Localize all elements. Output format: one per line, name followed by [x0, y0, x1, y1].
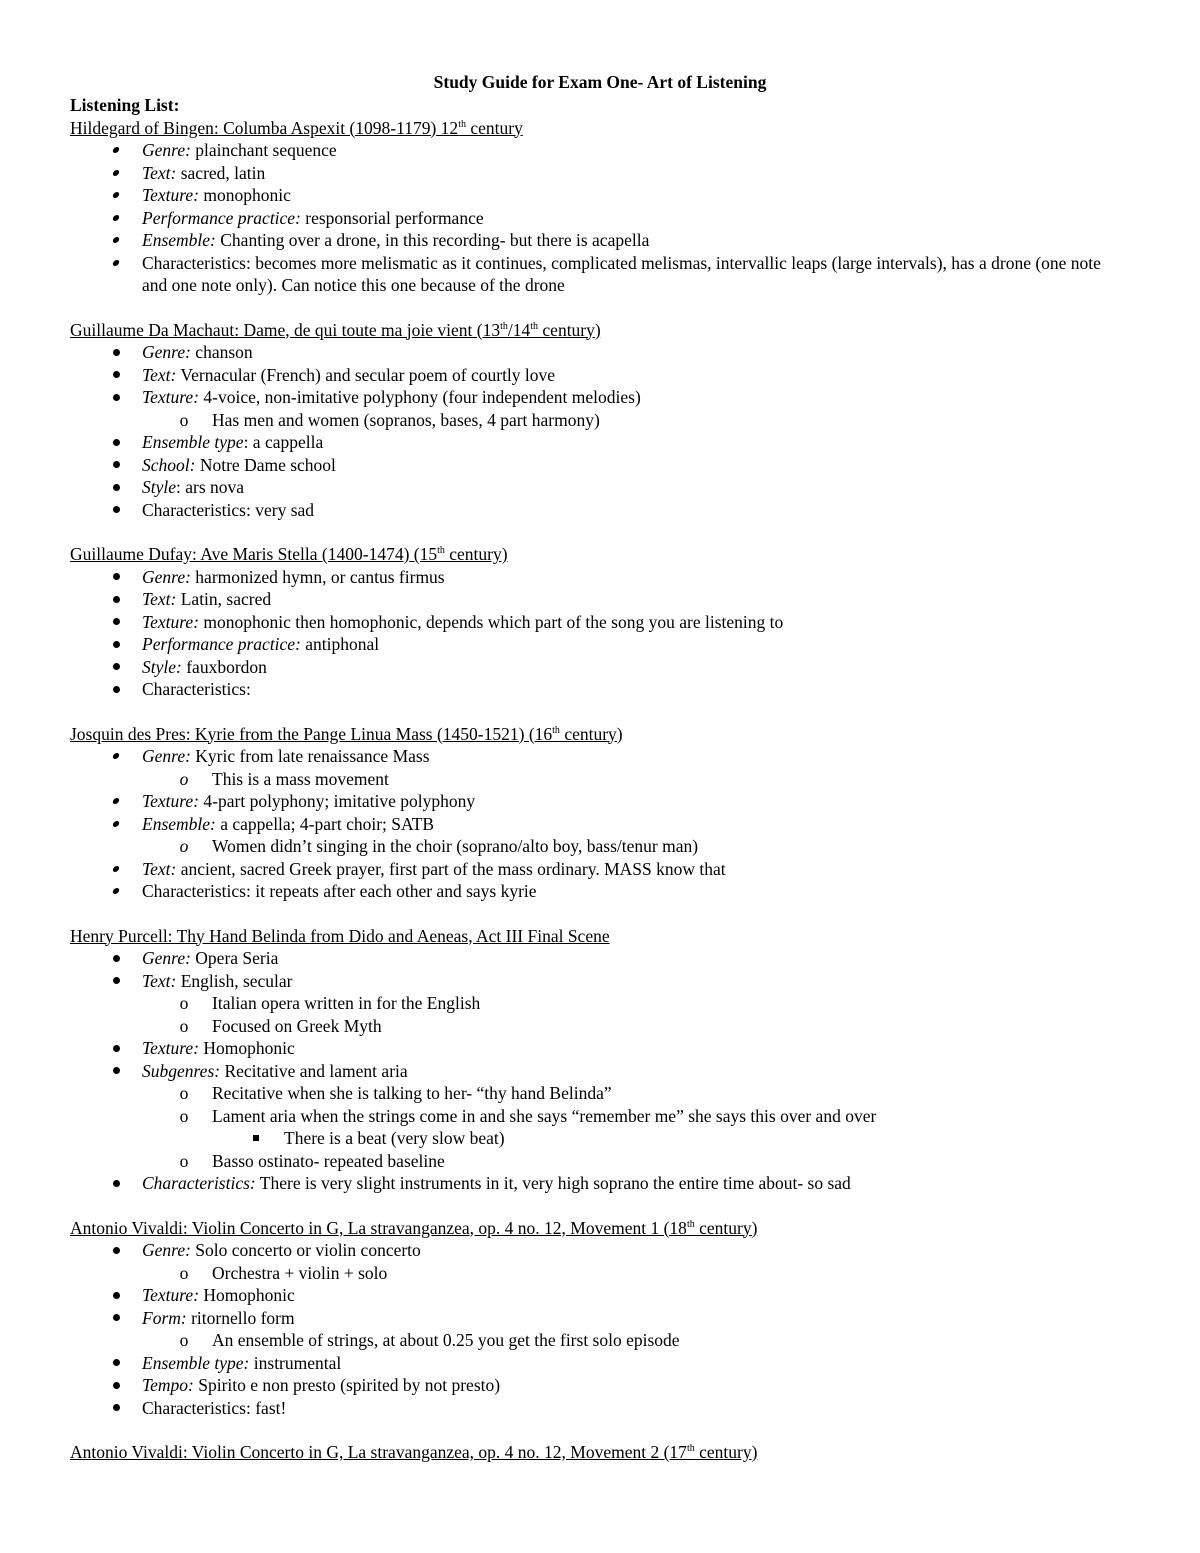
bullet-icon [106, 431, 126, 454]
list-item [70, 1150, 1130, 1173]
list-item [70, 790, 1130, 813]
item-text: Characteristics: very sad [142, 499, 315, 520]
item-label: Texture: [142, 791, 200, 811]
list-item [70, 207, 1130, 230]
list-item [70, 431, 1130, 454]
heading-part: Josquin des Pres: Kyrie from the Pange Linua Mass (1450-1521) (16 [70, 723, 553, 744]
bullet-icon [106, 880, 126, 903]
bullet-icon [106, 790, 126, 813]
document-page [70, 70, 1130, 1464]
circle-bullet-icon: o [179, 409, 189, 430]
heading-part: th [437, 545, 445, 557]
item-text: responsorial performance [300, 207, 484, 228]
item-text: An ensemble of strings, at about 0.25 you get the first solo episode [212, 1330, 680, 1350]
list-item [70, 1352, 1130, 1375]
section [70, 117, 1130, 297]
heading-part: century) [559, 723, 623, 744]
list-item [70, 835, 1130, 858]
item-label: Texture: [142, 387, 200, 407]
list-item [70, 611, 1130, 634]
bullet-icon [106, 386, 126, 409]
list-item [70, 1127, 1130, 1150]
item-label: Genre: [142, 140, 191, 160]
bullet-icon [106, 1397, 126, 1420]
item-label: Subgenres: [142, 1060, 221, 1081]
item-label: Text: [142, 589, 177, 609]
item-text: : ars nova [176, 477, 245, 497]
list-item [70, 880, 1130, 903]
item-text: Latin, sacred [176, 589, 272, 609]
item-text: ritornello form [186, 1307, 295, 1328]
bullet-icon [106, 858, 126, 881]
item-text: Vernacular (French) and secular poem of courtly love [176, 364, 556, 385]
bullet-icon [106, 1284, 126, 1307]
item-label: Style [142, 477, 177, 497]
item-label: Tempo: [142, 1375, 194, 1395]
item-text: This is a mass movement [212, 768, 389, 789]
item-label: Texture: [142, 611, 200, 632]
bullet-icon [106, 1239, 126, 1262]
item-text: There is a beat (very slow beat) [284, 1128, 505, 1148]
list-item [70, 1307, 1130, 1330]
list-item [70, 139, 1130, 162]
item-text: Characteristics: fast! [142, 1397, 287, 1418]
bullet-icon [106, 1307, 126, 1330]
item-text: instrumental [249, 1352, 342, 1373]
bullet-icon [106, 499, 126, 522]
item-text: Orchestra + violin + solo [212, 1262, 388, 1283]
bullet-icon [106, 1352, 126, 1375]
list-item [70, 1239, 1130, 1262]
item-text: ancient, sacred Greek prayer, first part of the mass ordinary. MASS know that [176, 858, 726, 879]
item-text: Chanting over a drone, in this recording- but there is acapella [215, 230, 650, 250]
section-heading [70, 1441, 1130, 1464]
item-text: Characteristics: becomes more melismatic as it continues, complicated melismas, intervallic leaps (large intervals), has a drone (one note and one note only). Can notice this one because of the drone [142, 252, 1101, 295]
bullet-list [70, 139, 1130, 297]
bullet-icon [106, 633, 126, 656]
bullet-icon [106, 139, 126, 162]
heading-part: Guillaume Dufay: Ave Maris Stella (1400-1474) (15 [70, 544, 438, 564]
list-item [70, 1015, 1130, 1038]
page-title: Study Guide for Exam One- Art of Listening [433, 72, 767, 92]
section [70, 925, 1130, 1195]
list-item [70, 1037, 1130, 1060]
bullet-list [70, 947, 1130, 1195]
item-text: : a cappella [243, 432, 324, 452]
list-item [70, 454, 1130, 477]
heading-part: century) [538, 319, 601, 340]
bullet-icon [106, 1037, 126, 1060]
heading-part: century [465, 117, 523, 138]
item-label: Text: [142, 162, 177, 183]
item-label: Characteristics: [142, 1173, 256, 1193]
section [70, 1217, 1130, 1420]
bullet-icon [106, 678, 126, 701]
item-text: Recitative and lament aria [220, 1060, 408, 1081]
item-label: Performance practice: [142, 634, 301, 654]
item-text: Characteristics: it repeats after each other and says kyrie [142, 881, 537, 901]
heading-part: th [500, 320, 508, 332]
item-text: antiphonal [300, 634, 380, 654]
section [70, 723, 1130, 903]
circle-bullet-icon: o [179, 1105, 189, 1126]
item-text: Homophonic [199, 1038, 295, 1058]
bullet-icon [106, 207, 126, 230]
list-item [70, 588, 1130, 611]
bullet-icon [106, 1060, 126, 1083]
list-item [70, 364, 1130, 387]
bullet-icon [106, 588, 126, 611]
listening-list-heading: Listening List: [70, 95, 180, 115]
list-item [70, 813, 1130, 836]
bullet-list [70, 341, 1130, 521]
list-item [70, 229, 1130, 252]
item-text: There is very slight instruments in it, very high soprano the entire time about- so sad [255, 1173, 851, 1193]
bullet-icon [106, 745, 126, 768]
item-label: Genre: [142, 746, 191, 766]
bullet-icon [106, 566, 126, 589]
list-item [70, 1105, 1130, 1128]
list-item [70, 386, 1130, 409]
list-item [70, 992, 1130, 1015]
circle-bullet-icon: o [179, 993, 189, 1013]
heading-part: /14 [507, 319, 531, 340]
list-item [70, 1262, 1130, 1285]
item-text: plainchant sequence [190, 140, 337, 160]
item-text: sacred, latin [176, 162, 266, 183]
list-item [70, 656, 1130, 679]
list-item [70, 1060, 1130, 1083]
list-item [70, 409, 1130, 432]
heading-part: th [686, 1218, 695, 1230]
section [70, 1441, 1130, 1464]
item-text: Has men and women (sopranos, bases, 4 part harmony) [212, 409, 600, 430]
section-heading [70, 925, 1130, 948]
bullet-icon [106, 476, 126, 499]
item-label: Ensemble: [142, 813, 216, 834]
item-label: Genre: [142, 948, 191, 968]
heading-part: th [530, 320, 539, 332]
item-text: harmonized hymn, or cantus firmus [190, 566, 445, 587]
item-text: fauxbordon [181, 656, 267, 677]
item-label: Text: [142, 858, 177, 879]
item-text: Notre Dame school [195, 454, 336, 475]
item-text: monophonic then homophonic, depends which part of the song you are listening to [199, 611, 784, 632]
circle-bullet-icon: o [179, 1083, 189, 1103]
heading-part: Guillaume Da Machaut: Dame, de qui toute ma joie vient (13 [70, 319, 501, 340]
list-item [70, 566, 1130, 589]
heading-part: th [686, 1443, 695, 1455]
circle-bullet-icon: o [179, 1150, 189, 1171]
heading-part: th [458, 118, 466, 130]
item-text: Focused on Greek Myth [212, 1015, 382, 1036]
list-item [70, 162, 1130, 185]
bullet-icon [106, 364, 126, 387]
item-label: Genre: [142, 342, 191, 362]
item-text: Italian opera written in for the English [212, 993, 481, 1013]
item-text: a cappella; 4-part choir; SATB [215, 813, 435, 834]
circle-bullet-icon: o [179, 768, 189, 789]
list-item [70, 252, 1130, 297]
bullet-icon [106, 947, 126, 970]
section-heading [70, 319, 1130, 342]
bullet-list [70, 566, 1130, 701]
item-label: Genre: [142, 566, 191, 587]
bullet-list [70, 1239, 1130, 1419]
item-text: Spirito e non presto (spirited by not presto) [193, 1375, 501, 1395]
list-item [70, 768, 1130, 791]
item-label: Style: [142, 656, 182, 677]
list-item [70, 633, 1130, 656]
item-label: Texture: [142, 1038, 200, 1058]
bullet-icon [106, 252, 126, 275]
list-item [70, 678, 1130, 701]
list-item [70, 476, 1130, 499]
section-heading [70, 543, 1130, 566]
item-label: Texture: [142, 185, 200, 205]
bullet-list [70, 745, 1130, 903]
square-bullet-icon [246, 1127, 266, 1150]
sections-container [70, 117, 1130, 1464]
item-label: Text: [142, 970, 177, 991]
item-label: Ensemble type: [142, 1352, 250, 1373]
circle-bullet-icon: o [179, 1262, 189, 1283]
circle-bullet-icon: o [179, 1330, 189, 1350]
heading-part: century) [694, 1442, 758, 1462]
item-label: Text: [142, 364, 177, 385]
bullet-icon [106, 454, 126, 477]
list-item [70, 1172, 1130, 1195]
item-label: Ensemble: [142, 230, 216, 250]
bullet-icon [106, 229, 126, 252]
item-text: English, secular [176, 970, 293, 991]
circle-bullet-icon: o [179, 1015, 189, 1036]
item-text: Characteristics: [142, 679, 251, 699]
section-heading [70, 723, 1130, 746]
item-text: chanson [190, 342, 253, 362]
item-text: Women didn’t singing in the choir (soprano/alto boy, bass/tenur man) [212, 836, 699, 856]
list-item [70, 947, 1130, 970]
item-text: Solo concerto or violin concerto [190, 1240, 421, 1260]
item-text: Opera Seria [190, 948, 279, 968]
list-item [70, 858, 1130, 881]
circle-bullet-icon: o [179, 836, 189, 856]
bullet-icon [106, 184, 126, 207]
heading-part: Antonio Vivaldi: Violin Concerto in G, La stravanganzea, op. 4 no. 12, Movement 1 (18 [70, 1217, 687, 1238]
item-label: Ensemble type [142, 432, 244, 452]
list-item [70, 1082, 1130, 1105]
section-heading [70, 1217, 1130, 1240]
item-text: Lament aria when the strings come in and she says “remember me” she says this over and over [212, 1105, 877, 1126]
list-item [70, 184, 1130, 207]
heading-part: th [552, 724, 560, 736]
list-item [70, 970, 1130, 993]
list-item [70, 499, 1130, 522]
list-item [70, 1397, 1130, 1420]
bullet-icon [106, 611, 126, 634]
section [70, 319, 1130, 522]
bullet-icon [106, 970, 126, 993]
heading-part: century) [694, 1217, 758, 1238]
list-item [70, 1374, 1130, 1397]
section-heading [70, 117, 1130, 140]
item-label: Performance practice: [142, 207, 301, 228]
list-item [70, 1284, 1130, 1307]
list-item [70, 341, 1130, 364]
item-text: 4-part polyphony; imitative polyphony [199, 791, 476, 811]
bullet-icon [106, 341, 126, 364]
item-text: Recitative when she is talking to her- “thy hand Belinda” [212, 1083, 612, 1103]
item-text: monophonic [199, 185, 291, 205]
heading-part: Henry Purcell: Thy Hand Belinda from Dido and Aeneas, Act III Final Scene [70, 925, 610, 946]
bullet-icon [106, 813, 126, 836]
heading-part: Hildegard of Bingen: Columba Aspexit (1098-1179) 12 [70, 117, 459, 138]
item-label: Genre: [142, 1240, 191, 1260]
bullet-icon [106, 1172, 126, 1195]
heading-part: Antonio Vivaldi: Violin Concerto in G, La stravanganzea, op. 4 no. 12, Movement 2 (17 [70, 1442, 687, 1462]
list-item [70, 1329, 1130, 1352]
bullet-icon [106, 656, 126, 679]
item-text: Basso ostinato- repeated baseline [212, 1150, 445, 1171]
item-text: Kyric from late renaissance Mass [190, 746, 430, 766]
item-text: Homophonic [199, 1285, 295, 1305]
heading-part: century) [444, 544, 508, 564]
item-label: Texture: [142, 1285, 200, 1305]
item-label: Form: [142, 1307, 187, 1328]
bullet-icon [106, 162, 126, 185]
item-text: 4-voice, non-imitative polyphony (four independent melodies) [199, 387, 641, 407]
list-item [70, 745, 1130, 768]
bullet-icon [106, 1374, 126, 1397]
item-label: School: [142, 454, 196, 475]
section [70, 543, 1130, 701]
